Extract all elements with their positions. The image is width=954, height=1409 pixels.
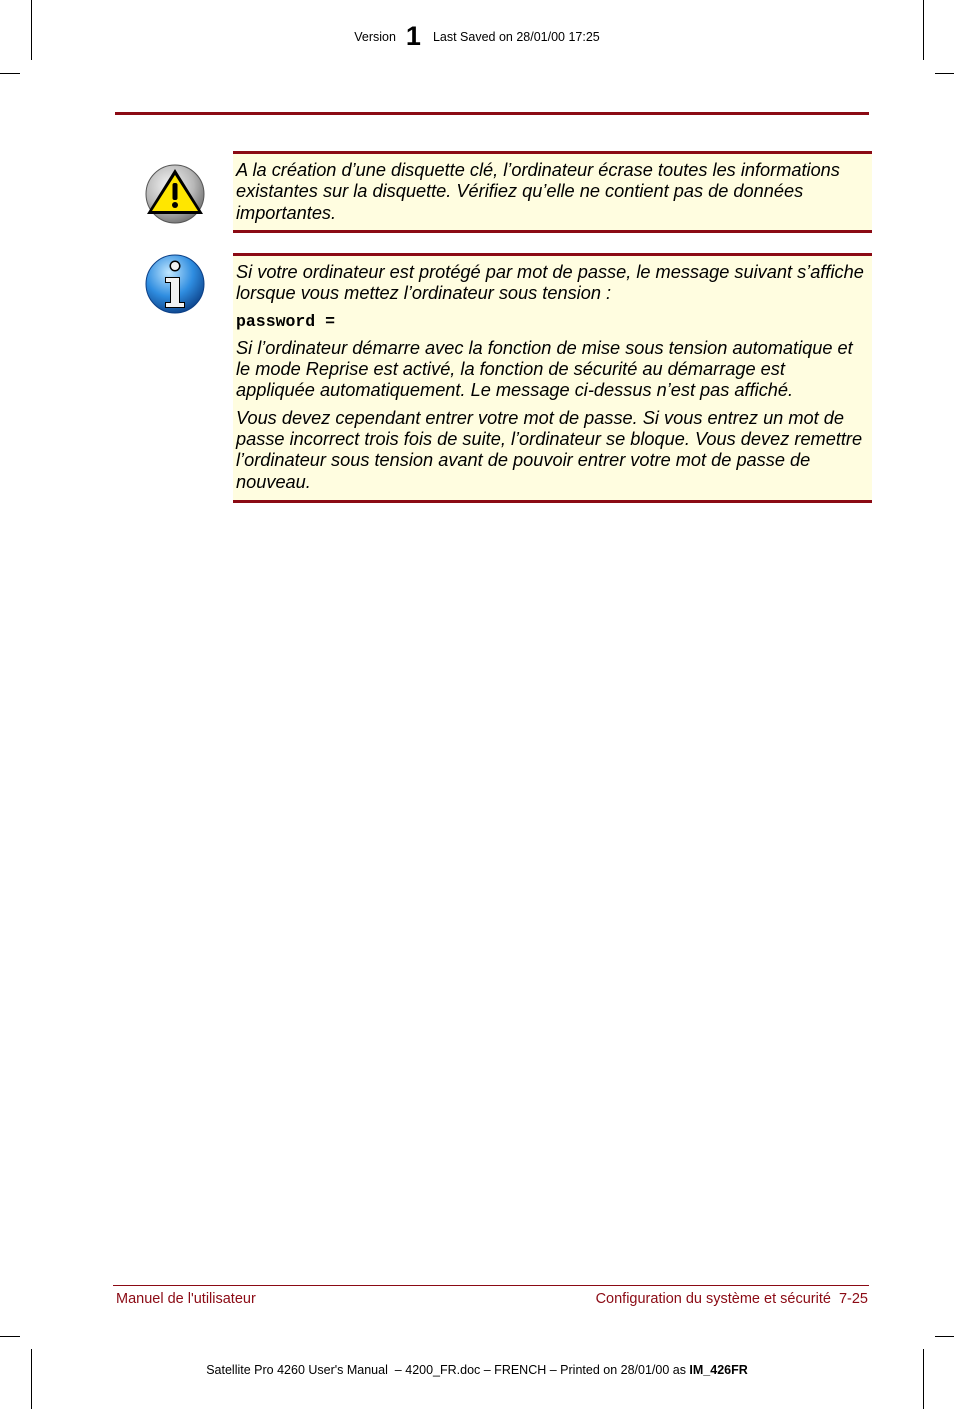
info-icon: [144, 253, 206, 315]
warning-text: A la création d’une disquette clé, l’ordinateur écrase toutes les informations existantes sur la disquette. Vérifiez qu’elle ne contient pas de données importantes.: [236, 160, 840, 223]
print-info-doc-id: IM_426FR: [689, 1363, 748, 1377]
top-rule: [115, 112, 869, 115]
warning-triangle-icon: [144, 163, 206, 225]
footer-rule: [113, 1285, 869, 1286]
info-note: [233, 253, 872, 503]
print-info-line: [0, 1363, 954, 1377]
info-paragraph-3: Vous devez cependant entrer votre mot de passe. Si vous entrez un mot de passe incorrect trois fois de suite, l’ordinateur se bloque. Vous devez remettre l’ordinateur sous tension avant de pouvoir entrer votre mot de passe de nouveau.: [236, 407, 863, 492]
password-prompt-code: password =: [236, 311, 336, 331]
version-label: Version: [354, 30, 396, 44]
crop-mark: [0, 1336, 20, 1337]
info-paragraph-2: Si l’ordinateur démarre avec la fonction de mise sous tension automatique et le mode Reprise est activé, la fonction de sécurité au démarrage est appliquée automatiquement. Le message ci-dessus n’est pas affiché.: [236, 337, 853, 401]
print-info-text: Satellite Pro 4260 User's Manual – 4200_FR.doc – FRENCH – Printed on 28/01/00 as: [206, 1363, 690, 1377]
version-header: [0, 21, 954, 52]
version-number: 1: [405, 21, 421, 51]
crop-mark: [923, 1349, 924, 1409]
crop-mark: [31, 1349, 32, 1409]
crop-mark: [935, 73, 954, 74]
crop-mark: [935, 1336, 954, 1337]
crop-mark: [0, 73, 20, 74]
warning-note: [233, 151, 872, 233]
info-paragraph-1: Si votre ordinateur est protégé par mot de passe, le message suivant s’affiche lorsque vous mettez l’ordinateur sous tension :: [236, 262, 864, 304]
footer-section-page: Configuration du système et sécurité 7-25: [595, 1291, 868, 1307]
footer-manual-title: Manuel de l'utilisateur: [116, 1291, 256, 1307]
last-saved: Last Saved on 28/01/00 17:25: [432, 30, 600, 44]
